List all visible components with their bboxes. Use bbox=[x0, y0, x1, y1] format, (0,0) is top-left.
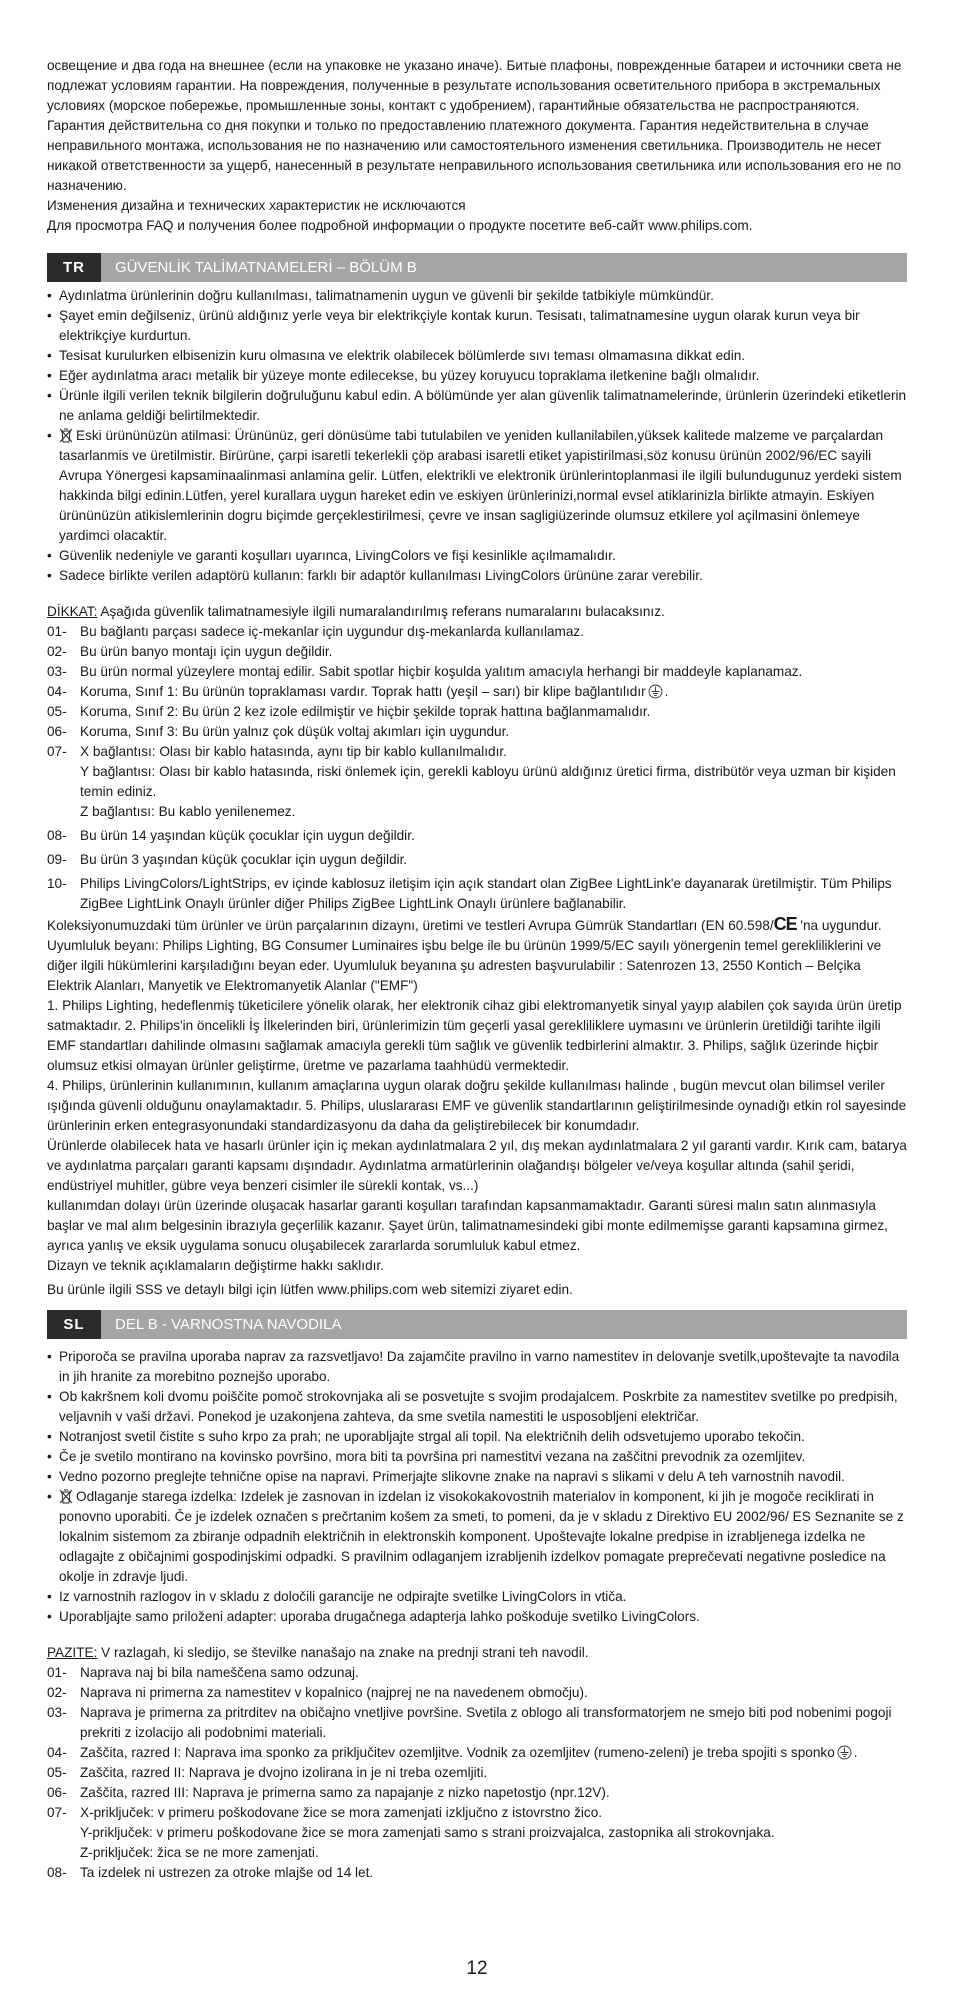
list-item: 02- Bu ürün banyo montajı için uygun değildir. bbox=[47, 644, 333, 659]
sl-item07-y: Y-priključek: v primeru poškodovane žice se mora zamenjati samo s strani proizvajalca, zastopnika ali strokovnjaka. bbox=[80, 1825, 775, 1840]
list-item: • Priporoča se pravilna uporaba naprav za razsvetljavo! Da zajamčite pravilno in varno namestitev in delovanje svetilk,upoštevajte ta navodila in jih hranite za morebitno poznejšo uporabo. bbox=[47, 1347, 907, 1387]
ce-mark: CE bbox=[773, 914, 797, 934]
list-item: • Güvenlik nedeniyle ve garanti koşulları uyarınca, LivingColors ve fişi kesinlikle açılmamalıdır. bbox=[47, 546, 907, 566]
list-item: 07- X bağlantısı: Olası bir kablo hatasında, aynı tip bir kablo kullanılmalıdır. bbox=[47, 744, 507, 759]
tr-numbered-list bbox=[47, 622, 907, 762]
list-item: 06- Koruma, Sınıf 3: Bu ürün yalnız çok düşük voltaj akımları için uygundur. bbox=[47, 724, 510, 739]
list-item: • Uporabljajte samo priloženi adapter: uporaba drugačnega adapterja lahko poškoduje svetilko LivingColors. bbox=[47, 1607, 907, 1627]
sl-bullet-list bbox=[47, 1347, 907, 1627]
list-item: 03- Bu ürün normal yüzeylere montaj edilir. Sabit spotlar hiçbir koşulda yalıtım amacıyla herhangi bir maddeyle kaplanamaz. bbox=[47, 664, 803, 679]
list-item: 09- Bu ürün 3 yaşından küçük çocuklar için uygun değildir. bbox=[47, 852, 408, 867]
list-item: 05- Koruma, Sınıf 2: Bu ürün 2 kez izole edilmiştir ve hiçbir şekilde toprak hattına bağlanmamalıdır. bbox=[47, 704, 651, 719]
tr-language-code: TR bbox=[47, 253, 101, 282]
list-item: 07- X-priključek: v primeru poškodovane žice se mora zamenjati izključno z istovrstno žico. bbox=[47, 1805, 603, 1820]
list-item: • Eski ürününüzün atilmasi: Ürününüz, geri dönüsüme tabi tutulabilen ve yeniden kullanilabilen,yüksek kalitede malzeme ve parçalardan tasarlanmis ve üretilmistir. Birürüne, çarpi isaretli tekerlekli çöp arabasi isaretli etiket yapistirilmasi,söz konusu ürünün 2002/96/EC sayili Avrupa Yönergesi kapsaminaalinmasi anlamina gelir. Lütfen, elektrikli ve elektronik ürünlerintoplanmasi ile ilgili bulundugunuz yerdeki sistem hakkinda bilgi edinin.Lütfen, yerel kurallara uygun hareket edin ve eskiyen ürünlerinizi,normal evsel atiklarinizla birlikte atmayin. Eskiyen ürününüzün atikislemlerinin dogru biçimde gerçeklestirilmesi, çevre ve insan sagligiüzerinde olumsuz etkilere yol açilmasini önlemeye yardimci olacaktir. bbox=[47, 426, 907, 546]
tr-bullet-list bbox=[47, 286, 907, 586]
list-item: 01- Naprava naj bi bila nameščena samo odzunaj. bbox=[47, 1665, 359, 1680]
tr-section-header bbox=[47, 253, 907, 282]
ru-warranty-paragraph: освещение и два года на внешнее (если на упаковке не указано иначе). Битые плафоны, поврежденные батареи и источники света не подлежат условиям гарантии. На повреждения, полученные в результате использования осветительного прибора в экстремальных условиях (морское побережье, промышленные зоны, контакт с удобрением), гарантийные обязательства не распространяются. Гарантия действительна со дня покупки и только по предоставлению платежного документа. Гарантия недействительна в случае неправильного монтажа, использования не по назначению или самостоятельного изменения светильника. Производитель не несет никакой ответственности за ущерб, нанесенный в результате неправильного использования светильника или использования его не по назначению. bbox=[47, 58, 902, 193]
tr-warranty-part2: kullanımdan dolayı ürün üzerinde oluşacak hasarlar garanti koşulları tarafından kapsanmamaktadır. Garanti süresi malın satın alınmasıyla başlar ve mal alım belgesinin ibrazıyla geçerlilik kazanır. Şayet ürün, talimatnamesindeki gibi monte edilmemişse garanti kapsamına girmez, ayrıca yanlış ve eksik uygulama sonucu oluşabilecek zararlarda sorumluluk kabul etmez. bbox=[47, 1198, 888, 1253]
tr-emf-part1: 1. Philips Lighting, hedeflenmiş tüketicilere yönelik olarak, her elektronik cihaz gibi elektromanyetik sinyal yayıp alabilen çok sayıda ürün üretip satmaktadır. 2. Philips'in öncelikli İş İlkelerinden biri, ürünlerimizin tüm geçerli yasal gerekliliklere uymasını ve ürünlerin üretildiği tarihte ilgili EMF standartları dahilinde olmasını sağlamak amacıyla gerekli tüm sağlık ve güvenlik tedbirlerini almaktır. 3. Philips, sağlık üzerinde hiçbir olumsuz etkisi olmayan ürünler geliştirme, üretme ve pazarlama taahhüdü vermektedir. bbox=[47, 998, 902, 1073]
list-item: 05- Zaščita, razred II: Naprava je dvojno izolirana in je ni treba ozemljiti. bbox=[47, 1765, 488, 1780]
list-item: • Aydınlatma ürünlerinin doğru kullanılması, talimatnamenin uygun ve güvenli bir şekilde tatbikiyle mümkündür. bbox=[47, 286, 907, 306]
list-item: • Odlaganje starega izdelka: Izdelek je zasnovan in izdelan iz visokokakovostnih materialov in komponent, ki jih je mogoče reciklirati in ponovno uporabiti. Če je izdelek označen s prečrtanim košem za smeti, to pomeni, da je v skladu z Direktivo EU 2002/96/ ES Seznanite se z lokalnim sistemom za zbiranje odpadnih električnih in elektronskih komponent. Upoštevajte lokalne predpise in izrabljenega izdelka ne odlagajte z običajnimi gospodinjskimi odpadki. S pravilnim odlaganjem izrabljenih izdelkov pomagate preprečevati negativne posledice na okolje in zdravje ljudi. bbox=[47, 1487, 907, 1587]
list-item: 04- Koruma, Sınıf 1: Bu ürünün topraklaması vardır. Toprak hattı (yeşil – sarı) bir klipe bağlantılıdır . bbox=[47, 684, 669, 699]
crossed-bin-icon bbox=[59, 428, 73, 443]
list-item: • Ürünle ilgili verilen teknik bilgilerin doğruluğunu kabul edin. A bölümünde yer alan güvenlik talimatnamelerinde, ürünlerin üzerindeki etiketlerin ne anlama geldiği belirtilmektedir. bbox=[47, 386, 907, 426]
sl-section-header bbox=[47, 1310, 907, 1339]
manual-page bbox=[47, 56, 907, 1883]
crossed-bin-icon bbox=[59, 1489, 73, 1504]
list-item: • Iz varnostnih razlogov in v skladu z določili garancije ne odpirajte svetilke LivingColors in vtiča. bbox=[47, 1587, 907, 1607]
list-item: • Şayet emin değilseniz, ürünü aldığınız yerle veya bir elektrikçiyle kontak kurun. Tesisatı, talimatnamesine uygun olarak kurun veya bir elektrikçiye kurdurtun. bbox=[47, 306, 907, 346]
sl-numbered-list-cont bbox=[47, 1863, 907, 1883]
sl-numbered-list bbox=[47, 1663, 907, 1823]
list-item: • Notranjost svetil čistite s suho krpo za prah; ne uporabljajte strgal ali topil. Na električnih delih odsvetujemo uporabo tekočin. bbox=[47, 1427, 907, 1447]
ru-design-note: Изменения дизайна и технических характеристик не исключаются bbox=[47, 198, 466, 213]
list-item: 01- Bu bağlantı parçası sadece iç-mekanlar için uygundur dış-mekanlarda kullanılamaz. bbox=[47, 624, 584, 639]
tr-warranty-part1: Ürünlerde olabilecek hata ve hasarlı ürünler için iç mekan aydınlatmalara 2 yıl, dış mekan aydınlatmalara 2 yıl garanti vardır. Kırık cam, batarya ve aydınlatma parçaları garanti kapsamı dışındadır. Aydınlatma armatürlerinin olağandışı bölgeler ve/veya koşullar altında (sahil şeridi, endüstriyel muhitler, gübre veya benzeri cisimler ile sürekli kontak, vs...) bbox=[47, 1138, 907, 1193]
ground-symbol-icon bbox=[837, 1745, 852, 1760]
tr-design-note: Dizayn ve teknik açıklamaların değiştirme hakkı saklıdır. bbox=[47, 1258, 384, 1273]
tr-item07-z: Z bağlantısı: Bu kablo yenilenemez. bbox=[80, 804, 296, 819]
list-item: 06- Zaščita, razred III: Naprava je primerna samo za napajanje z nizko napetostjo (npr.12V). bbox=[47, 1785, 610, 1800]
tr-attention-line: DİKKAT: Aşağıda güvenlik talimatnamesiyle ilgili numaralandırılmış referans numaralarını bulacaksınız. bbox=[47, 604, 665, 619]
list-item: • Eğer aydınlatma aracı metalik bir yüzeye monte edilecekse, bu yüzey koruyucu topraklama iletkenine bağlı olmalıdır. bbox=[47, 366, 907, 386]
list-item: 03- Naprava je primerna za pritrditev na običajno vnetljive površine. Svetila z oblogo ali transformatorjem ne smejo biti pod nobenimi pogoji prekriti z izolacijo ali podobnimi materiali. bbox=[47, 1705, 892, 1740]
list-item: 08- Bu ürün 14 yaşından küçük çocuklar için uygun değildir. bbox=[47, 828, 415, 843]
sl-item07-z: Z-priključek: žica se ne more zamenjati. bbox=[80, 1845, 319, 1860]
list-item: 02- Naprava ni primerna za namestitev v kopalnico (najprej ne na navedenem območju). bbox=[47, 1685, 588, 1700]
tr-sss-note: Bu ürünle ilgili SSS ve detaylı bilgi için lütfen www.philips.com web sitemizi ziyaret edin. bbox=[47, 1282, 573, 1297]
list-item: 08- Ta izdelek ni ustrezen za otroke mlajše od 14 let. bbox=[47, 1865, 374, 1880]
list-item: • Če je svetilo montirano na kovinsko površino, mora biti ta površina pri namestitvi vezana na zaščitni prevodnik za ozemljitev. bbox=[47, 1447, 907, 1467]
list-item: • Sadece birlikte verilen adaptörü kullanın: farklı bir adaptör kullanılması LivingColors ürününe zarar verebilir. bbox=[47, 566, 907, 586]
sl-section-title: DEL B - VARNOSTNA NAVODILA bbox=[101, 1310, 907, 1339]
list-item: • Tesisat kurulurken elbisenizin kuru olmasına ve elektrik olabilecek bölümlerde sıvı teması olmamasına dikkat edin. bbox=[47, 346, 907, 366]
list-item: • Vedno pozorno preglejte tehnične opise na napravi. Primerjajte slikovne znake na napravi s slikami v delu A teh varnostnih navodil. bbox=[47, 1467, 907, 1487]
tr-section-title: GÜVENLİK TALİMATNAMELERİ – BÖLÜM B bbox=[101, 253, 907, 282]
sl-language-code: SL bbox=[47, 1310, 101, 1339]
list-item: 10- Philips LivingColors/LightStrips, ev içinde kablosuz iletişim için açık standart olan ZigBee LightLink'e dayanarak üretilmiştir. Tüm Philips ZigBee LightLink Onaylı ürünler diğer Philips ZigBee LightLink Onaylı ürünlere bağlanabilir. bbox=[47, 876, 892, 911]
list-item: • Ob kakršnem koli dvomu poiščite pomoč strokovnjaka ali se posvetujte s svojim prodajalcem. Poskrbite za namestitev svetilke po predpisih, veljavnih v vaši državi. Ponekod je uzakonjena zahteva, da sme svetila namestiti le usposobljeni električar. bbox=[47, 1387, 907, 1427]
ground-symbol-icon bbox=[648, 684, 663, 699]
tr-emf-part2: 4. Philips, ürünlerinin kullanımının, kullanım amaçlarına uygun olarak doğru şekilde kullanılması halinde , bugün mevcut olan bilimsel veriler ışığında güvenli olduğunu onaylamaktadır. 5. Philips, uluslararası EMF ve güvenlik standartlarının geliştirilmesinde oynadığı etkin rol sayesinde ürünlerinin erken entegrasyonundaki standardizasyonu da daha da geliştirebilecek bir konumdadır. bbox=[47, 1078, 907, 1133]
tr-item07-y: Y bağlantısı: Olası bir kablo hatasında, riski önlemek için, gerekli kabloyu ürünü aldığınız üretici firma, distribütör veya uzman bir kişiden temin ediniz. bbox=[80, 764, 896, 799]
list-item: 04- Zaščita, razred I: Naprava ima sponko za priključitev ozemljitve. Vodnik za ozemljitev (rumeno-zeleni) je treba spojiti s sponko . bbox=[47, 1745, 858, 1760]
ru-faq-note: Для просмотра FAQ и получения более подробной информации о продукте посетите веб-сайт www.philips.com. bbox=[47, 218, 753, 233]
tr-numbered-list-cont bbox=[47, 826, 907, 914]
page-number: 12 bbox=[466, 1958, 488, 1979]
sl-attention-line: PAZITE: V razlagah, ki sledijo, se številke nanašajo na znake na prednji strani teh navodil. bbox=[47, 1645, 589, 1660]
tr-conformity-declaration: Koleksiyonumuzdaki tüm ürünler ve ürün parçalarının dizaynı, üretimi ve testleri Avrupa Gümrük Standartları (EN 60.598/CE 'na uygundur. Uyumluluk beyanı: Philips Lighting, BG Consumer Luminaires işbu belge ile bu ürünün 1999/5/EC sayılı yönergenin temel gerekliliklerini ve diğer ilgili hükümlerini karşıladığını beyan eder. Uyumluluk beyanına şu adresten başvurulabilir : Satenrozen 13, 2550 Kontich – Belçika Elektrik Alanları, Manyetik ve Elektromanyetik Alanlar ("EMF") bbox=[47, 914, 882, 993]
